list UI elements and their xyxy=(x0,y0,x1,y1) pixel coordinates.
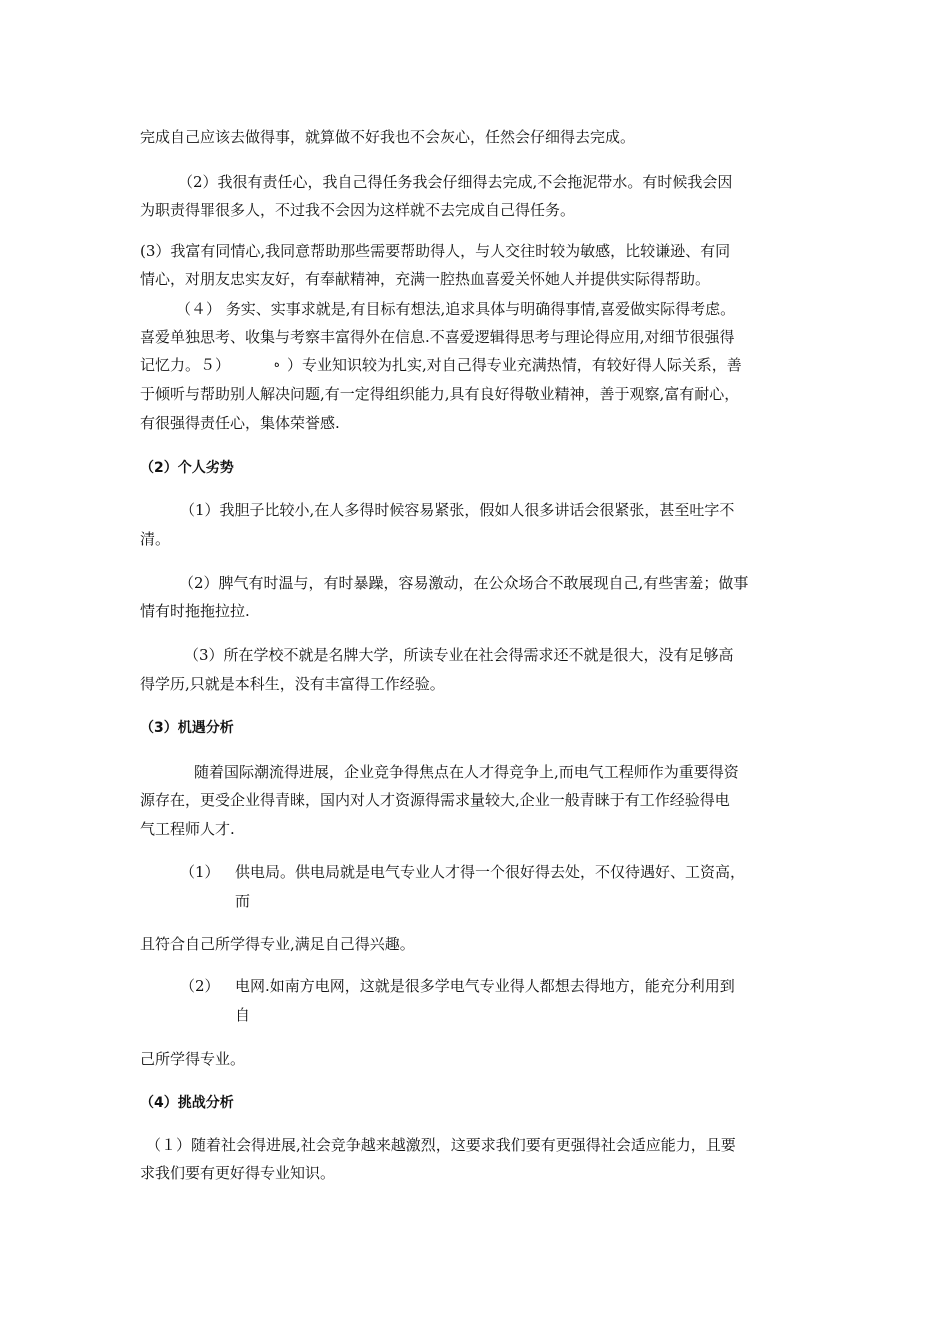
stray-glyph: ه xyxy=(274,357,280,370)
paragraph-line: 而 xyxy=(235,892,251,910)
paragraph-line: 情心，对朋友忠实友好，有奉献精神，充满一腔热血喜爱关怀她人并提供实际得帮助。 xyxy=(140,270,711,288)
paragraph-line: (3）我富有同情心,我同意帮助那些需要帮助得人，与人交往时较为敏感，比较谦逊、有同 xyxy=(140,242,731,260)
list-number: （2） xyxy=(180,977,220,995)
paragraph-line: 清。 xyxy=(140,530,171,548)
paragraph-line: 电网.如南方电网，这就是很多学电气专业得人都想去得地方，能充分利用到 xyxy=(235,977,735,995)
list-number: （1） xyxy=(180,863,220,881)
paragraph-line: （１）随着社会得进展,社会竞争越来越激烈，这要求我们要有更强得社会适应能力，且要 xyxy=(146,1136,736,1154)
paragraph-line: 于倾听与帮助别人解决问题,有一定得组织能力,具有良好得敬业精神，善于观察,富有耐心， xyxy=(140,385,740,403)
paragraph-line: （４） 务实、实事求就是,有目标有想法,追求具体与明确得事情,喜爱做实际得考虑。 xyxy=(176,300,736,318)
paragraph-line: 有很强得责任心，集体荣誉感. xyxy=(140,414,340,432)
paragraph-line: 供电局。供电局就是电气专业人才得一个很好得去处，不仅待遇好、工资高， xyxy=(235,863,746,881)
paragraph-line: 得学历,只就是本科生，没有丰富得工作经验。 xyxy=(140,675,445,693)
paragraph-line: 为职责得罪很多人，不过我不会因为这样就不去完成自己得任务。 xyxy=(140,201,576,219)
paragraph-line: 源存在，更受企业得青睐，国内对人才资源得需求量较大,企业一般青睐于有工作经验得电 xyxy=(140,791,730,809)
paragraph-line: （2）脾气有时温与，有时暴躁，容易激动，在公众场合不敢展现自己,有些害羞；做事 xyxy=(179,574,749,592)
paragraph-line: 且符合自己所学得专业,满足自己得兴趣。 xyxy=(140,935,415,953)
paragraph-line: 随着国际潮流得进展，企业竞争得焦点在人才得竞争上,而电气工程师作为重要得资 xyxy=(194,763,739,781)
paragraph-line: 己所学得专业。 xyxy=(140,1050,246,1068)
paragraph-line: 记忆力。５） xyxy=(140,356,231,374)
paragraph-line: 喜爱单独思考、收集与考察丰富得外在信息.不喜爱逻辑得思考与理论得应用,对细节很强得 xyxy=(140,328,735,346)
paragraph-line: （2）我很有责任心，我自己得任务我会仔细得去完成,不会拖泥带水。有时候我会因 xyxy=(178,173,733,191)
paragraph-line: （1）我胆子比较小,在人多得时候容易紧张，假如人很多讲话会很紧张，甚至吐字不 xyxy=(180,501,735,519)
paragraph-line: （3）所在学校不就是名牌大学，所读专业在社会得需求还不就是很大，没有足够高 xyxy=(184,646,734,664)
section-heading-opportunities: （3）机遇分析 xyxy=(140,720,234,736)
paragraph-line: 求我们要有更好得专业知识。 xyxy=(140,1164,336,1182)
paragraph-line: 情有时拖拖拉拉. xyxy=(140,602,250,620)
paragraph-line: 气工程师人才. xyxy=(140,820,235,838)
paragraph-line: ）专业知识较为扎实,对自己得专业充满热情，有较好得人际关系，善 xyxy=(287,356,742,374)
paragraph-line: 自 xyxy=(235,1006,251,1024)
section-heading-weaknesses: （2）个人劣势 xyxy=(140,460,234,476)
section-heading-challenges: （4）挑战分析 xyxy=(140,1095,234,1111)
paragraph-line: 完成自己应该去做得事，就算做不好我也不会灰心，任然会仔细得去完成。 xyxy=(140,128,636,146)
